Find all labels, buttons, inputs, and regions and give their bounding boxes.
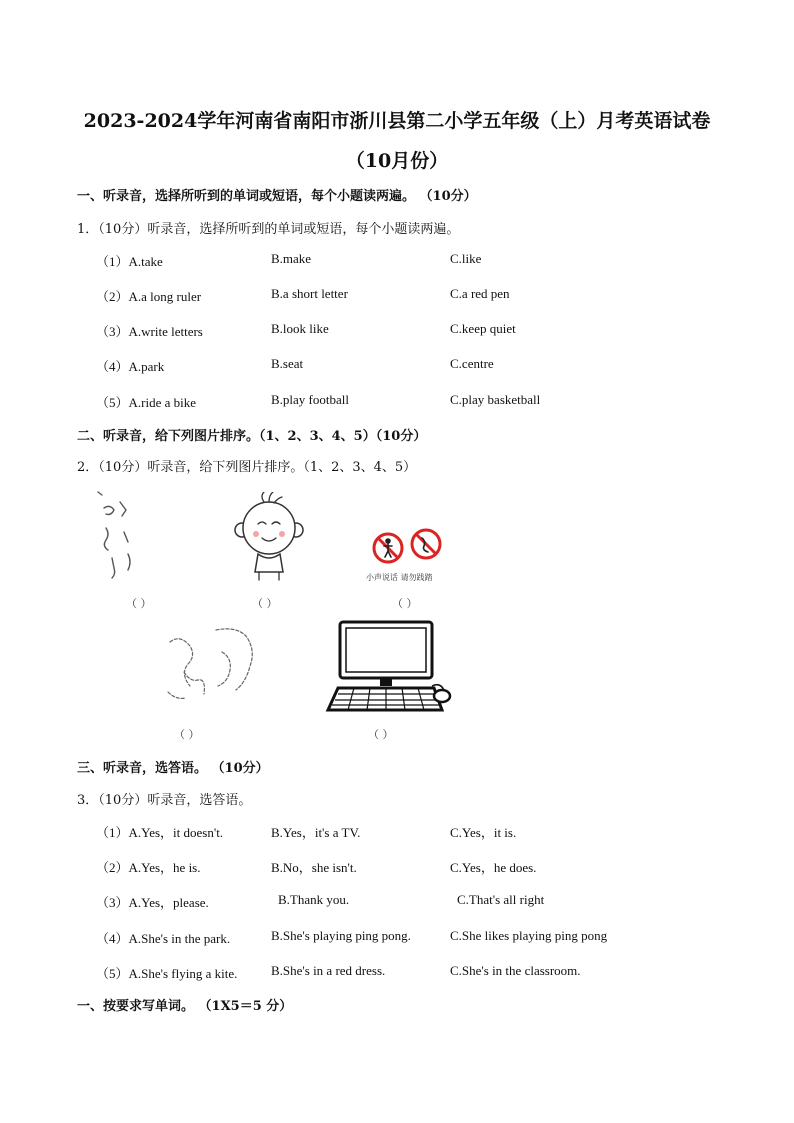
picture-1-blank[interactable]: （ ） xyxy=(126,597,152,610)
option-c[interactable]: C.keep quiet xyxy=(450,321,516,336)
option-c[interactable]: C.like xyxy=(450,251,482,266)
option-b[interactable]: B.Yes，it's a TV. xyxy=(271,825,361,840)
option-c[interactable]: C.Yes，it is. xyxy=(450,825,517,840)
option-c[interactable]: C.She likes playing ping pong xyxy=(450,928,608,943)
q3-option-row xyxy=(96,857,736,877)
option-c[interactable]: C.Yes，he does. xyxy=(450,860,537,875)
q1-option-row xyxy=(96,392,736,412)
option-a[interactable]: （5）A.She's flying a kite. xyxy=(96,966,238,981)
q3-option-row xyxy=(96,822,736,842)
sketch-figure-image xyxy=(92,488,152,588)
page-title: 2023-2024学年河南省南阳市浙川县第二小学五年级（上）月考英语试卷 xyxy=(83,110,711,132)
section-2-heading: 二、听录音，给下列图片排序。（1、2、3、4、5）（10分） xyxy=(77,429,427,444)
question-3: 3．（10分）听录音，选答语。 xyxy=(77,793,252,808)
sketch-scene-image xyxy=(160,622,270,717)
computer-image xyxy=(324,620,454,714)
option-c[interactable]: C.She's in the classroom. xyxy=(450,963,581,978)
picture-3-blank[interactable]: （ ） xyxy=(392,597,418,610)
section-1-heading: 一、听录音，选择所听到的单词或短语，每个小题读两遍。 （10分） xyxy=(77,189,477,204)
page-subtitle: （10月份） xyxy=(345,150,449,172)
question-1: 1．（10分）听录音，选择所听到的单词或短语，每个小题读两遍。 xyxy=(77,222,460,237)
option-c[interactable]: C.a red pen xyxy=(450,286,510,301)
option-b[interactable]: B.She's playing ping pong. xyxy=(271,928,411,943)
q1-option-row xyxy=(96,286,736,306)
option-a[interactable]: （3）A.Yes，please. xyxy=(96,895,209,910)
q1-option-row xyxy=(96,251,736,271)
option-b[interactable]: B.make xyxy=(271,251,312,266)
option-b[interactable]: B.a short letter xyxy=(271,286,348,301)
q3-option-row xyxy=(96,892,736,912)
option-a[interactable]: （1）A.take xyxy=(96,254,163,269)
option-a[interactable]: （3）A.write letters xyxy=(96,324,203,339)
no-walking-signs-image xyxy=(362,526,454,584)
section-3-heading: 三、听录音，选答语。 （10分） xyxy=(77,761,269,776)
q1-option-row xyxy=(96,321,736,341)
q1-option-row xyxy=(96,356,736,376)
picture-2-blank[interactable]: （ ） xyxy=(252,597,278,610)
option-b[interactable]: B.play football xyxy=(271,392,349,407)
picture-5-blank[interactable]: （ ） xyxy=(368,728,394,741)
q3-option-row xyxy=(96,963,736,983)
sign-caption: 小声说话 请勿践踏 xyxy=(366,573,433,582)
option-c[interactable]: C.centre xyxy=(450,356,494,371)
option-c[interactable]: C.play basketball xyxy=(450,392,541,407)
option-b[interactable]: B.She's in a red dress. xyxy=(271,963,386,978)
option-a[interactable]: （2）A.a long ruler xyxy=(96,289,202,304)
question-2: 2．（10分）听录音，给下列图片排序。（1、2、3、4、5） xyxy=(77,460,417,475)
option-b[interactable]: B.Thank you. xyxy=(278,892,350,907)
option-b[interactable]: B.No，she isn't. xyxy=(271,860,357,875)
option-a[interactable]: （5）A.ride a bike xyxy=(96,395,197,410)
option-b[interactable]: B.look like xyxy=(271,321,329,336)
picture-4-blank[interactable]: （ ） xyxy=(174,728,200,741)
option-a[interactable]: （4）A.She's in the park. xyxy=(96,931,231,946)
option-b[interactable]: B.seat xyxy=(271,356,304,371)
section-4-heading: 一、按要求写单词。 （1X5＝5 分） xyxy=(77,999,293,1014)
option-c[interactable]: C.That's all right xyxy=(457,892,545,907)
q3-option-row xyxy=(96,928,736,948)
option-a[interactable]: （1）A.Yes，it doesn't. xyxy=(96,825,224,840)
cartoon-child-image xyxy=(232,492,306,584)
option-a[interactable]: （2）A.Yes，he is. xyxy=(96,860,201,875)
option-a[interactable]: （4）A.park xyxy=(96,359,165,374)
